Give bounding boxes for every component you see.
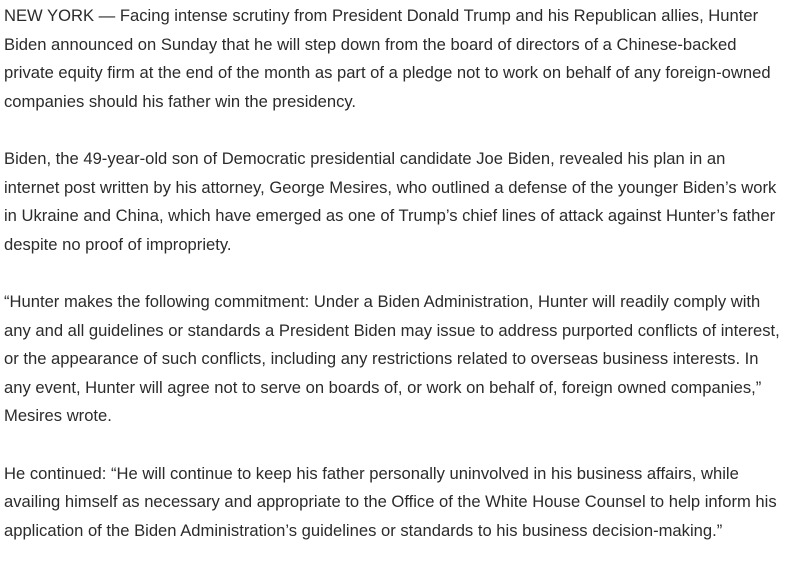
- article-paragraph-1: NEW YORK — Facing intense scrutiny from President Donald Trump and his Republican allies, Hunter Biden announced on Sunday that he will step down from the board of directors of a Chinese-backed private equity firm at the end of the month as part of a pledge not to work on behalf of any foreign-owned companies should his father win the presidency.: [4, 6, 771, 111]
- article-paragraph-4: He continued: “He will continue to keep his father personally uninvolved in his business affairs, while availing himself as necessary and appropriate to the Office of the White House Counsel to help inform his application of the Biden Administration’s guidelines or standards to his business decision-making.”: [4, 463, 777, 540]
- article-paragraph-3: “Hunter makes the following commitment: Under a Biden Administration, Hunter will readily comply with any and all guidelines or standards a President Biden may issue to address purported conflicts of interest, or the appearance of such conflicts, including any restrictions related to overseas business interests. In any event, Hunter will agree not to serve on boards of, or work on behalf of, foreign owned companies,” Mesires wrote.: [4, 291, 780, 426]
- article-paragraph-2: Biden, the 49-year-old son of Democratic presidential candidate Joe Biden, revealed his plan in an internet post written by his attorney, George Mesires, who outlined a defense of the younger Biden’s work in Ukraine and China, which have emerged as one of Trump’s chief lines of attack against Hunter’s father despite no proof of impropriety.: [4, 148, 777, 254]
